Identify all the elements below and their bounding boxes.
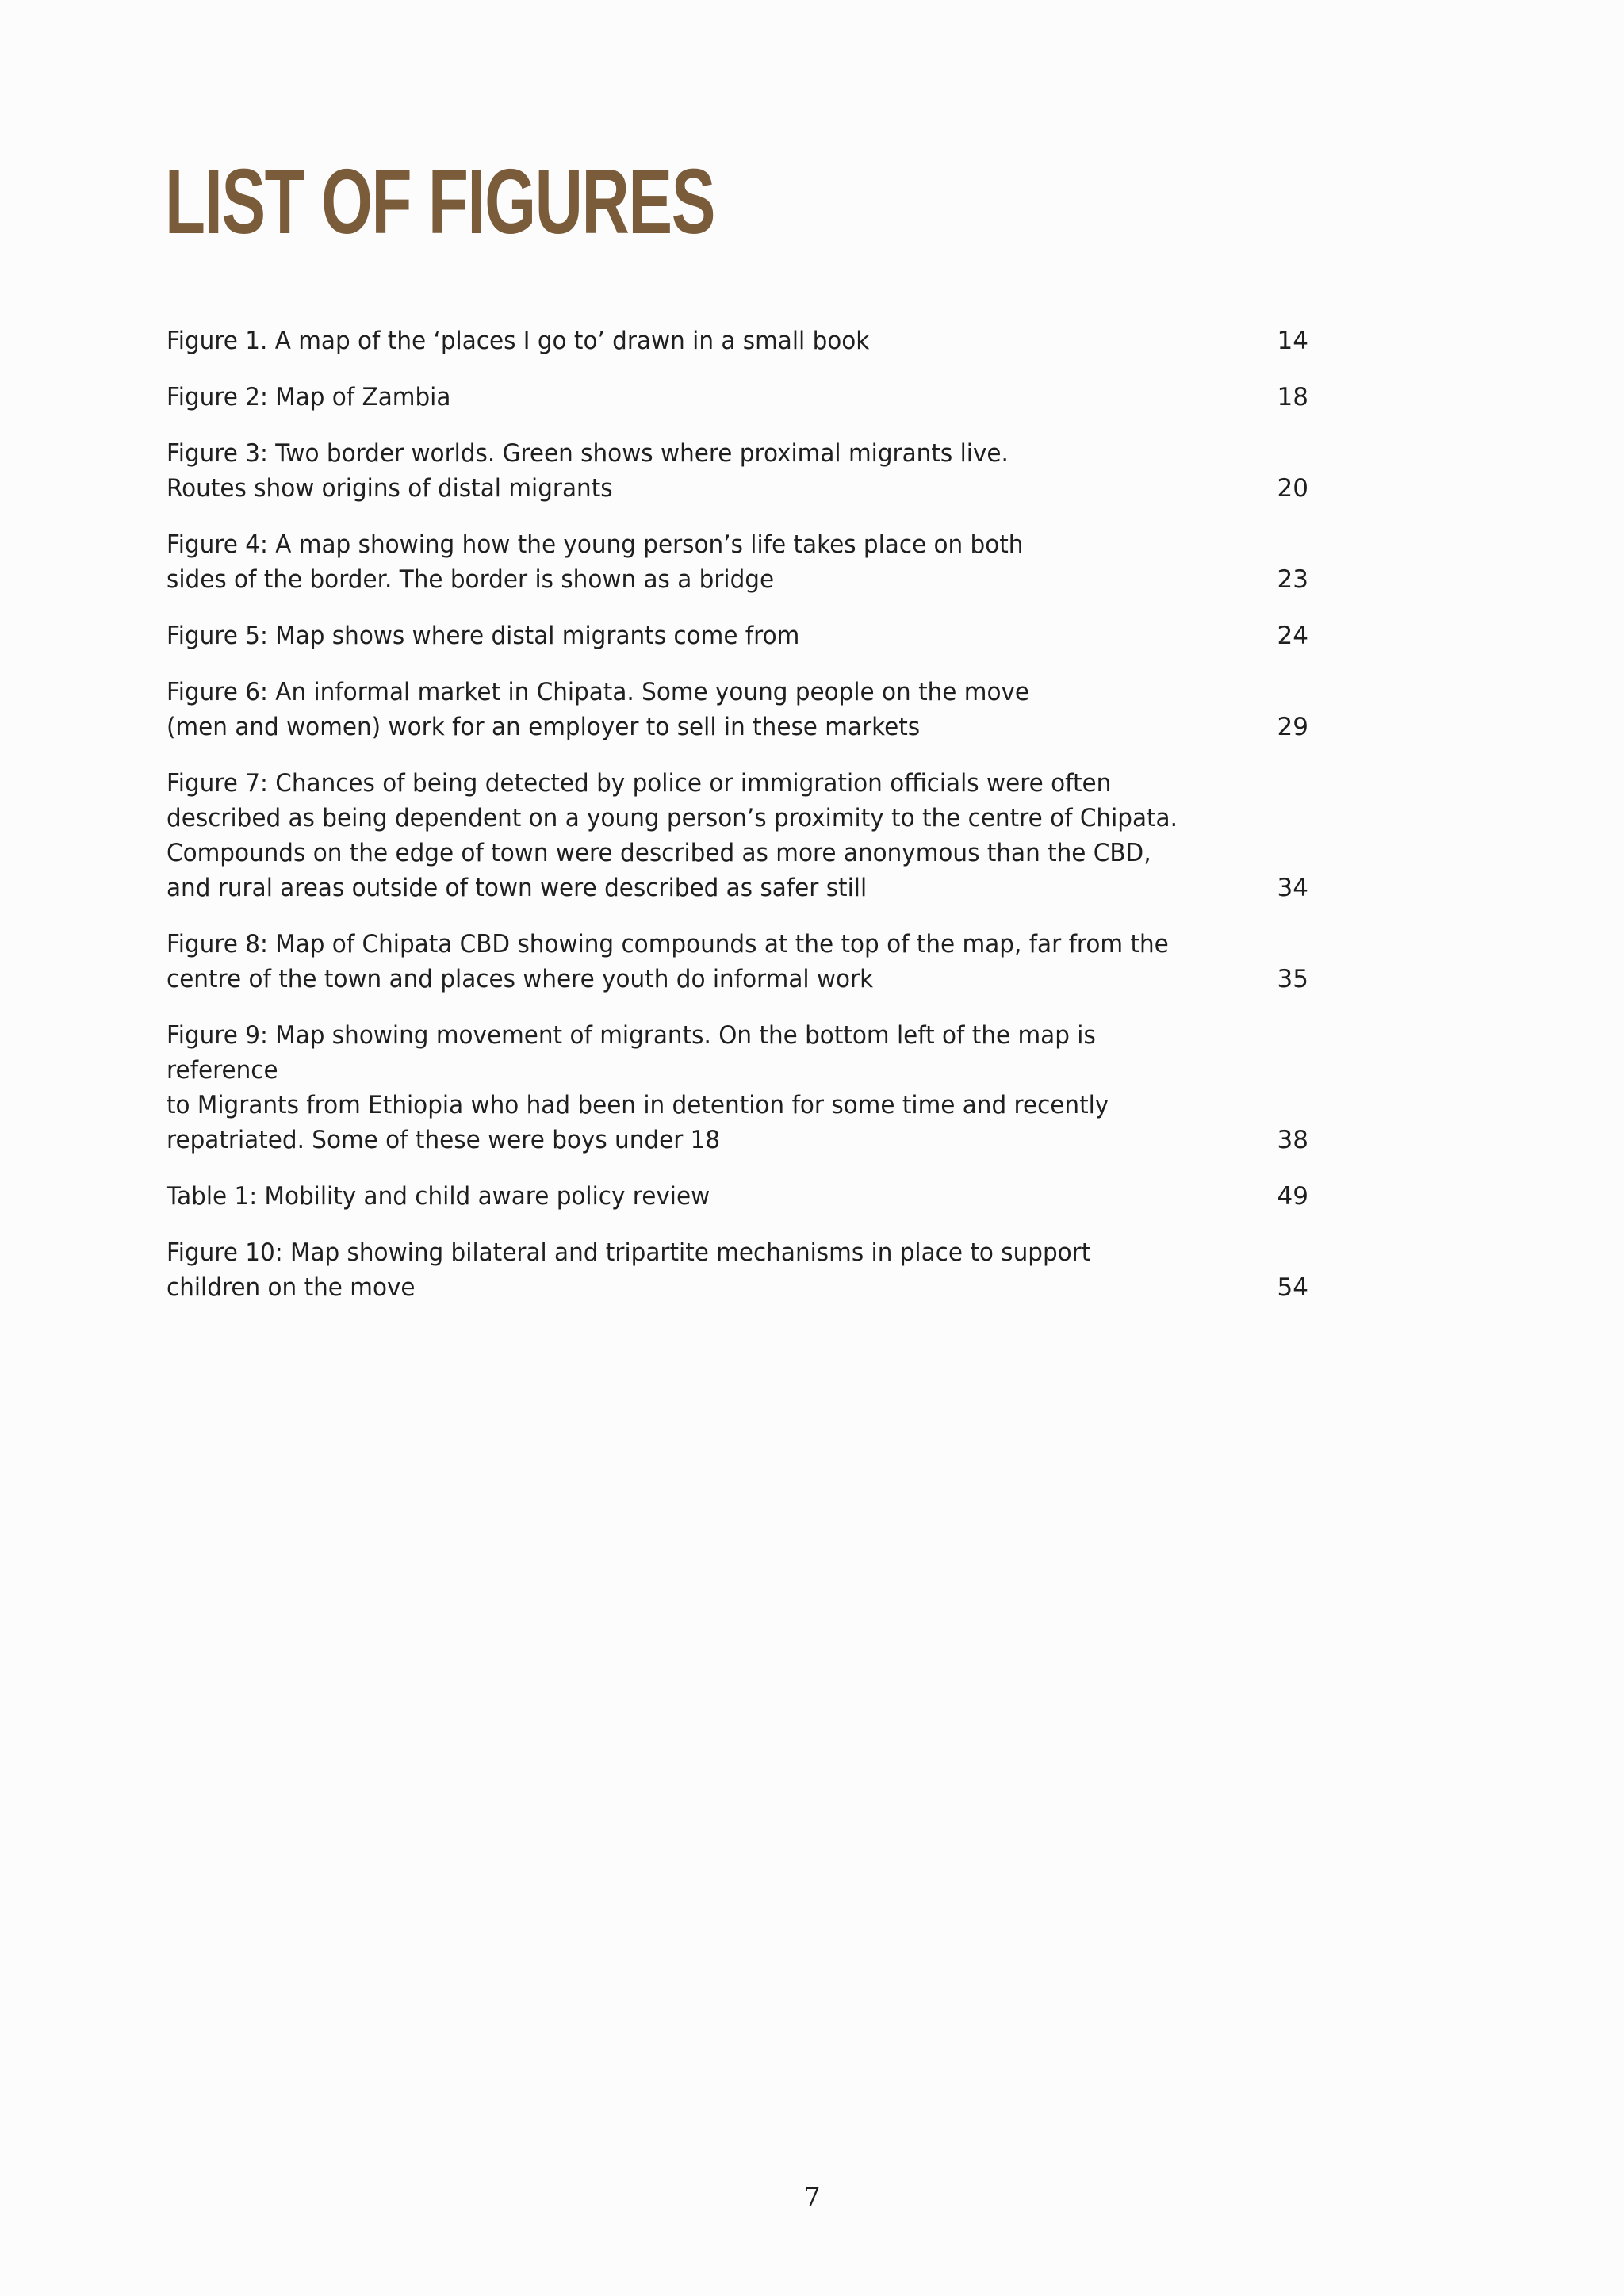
list-item[interactable]	[167, 766, 1308, 905]
page-number: 7	[803, 2182, 821, 2214]
list-item[interactable]	[167, 436, 1308, 506]
entry-caption: Figure 5: Map shows where distal migrants come from	[167, 622, 800, 650]
entry-page-number: 18	[1277, 383, 1308, 411]
entry-page-number: 35	[1277, 965, 1308, 993]
entry-page-number: 29	[1277, 713, 1308, 741]
entry-page-number: 49	[1277, 1182, 1308, 1211]
entry-page-number: 54	[1277, 1273, 1308, 1302]
entry-caption: Table 1: Mobility and child aware policy review	[167, 1182, 710, 1211]
entry-caption: Figure 9: Map showing movement of migrants. On the bottom left of the map is reference to Migrants from Ethiopia who had been in detention for some time and recently repatriated. Some of these were boys under 18	[167, 1021, 1109, 1154]
list-item[interactable]	[167, 380, 1308, 415]
figures-list	[167, 323, 1308, 1326]
entry-caption: Figure 8: Map of Chipata CBD showing compounds at the top of the map, far from the centre of the town and places where youth do informal work	[167, 930, 1169, 993]
entry-page-number: 20	[1277, 474, 1308, 503]
list-item[interactable]	[167, 527, 1308, 597]
page-title: LIST OF FIGURES	[165, 150, 714, 253]
entry-caption: Figure 1. A map of the ‘places I go to’ drawn in a small book	[167, 327, 870, 355]
entry-page-number: 38	[1277, 1126, 1308, 1154]
list-item[interactable]	[167, 675, 1308, 744]
entry-caption: Figure 2: Map of Zambia	[167, 383, 451, 411]
entry-caption: Figure 3: Two border worlds. Green shows where proximal migrants live. Routes show origins of distal migrants	[167, 439, 1009, 503]
entry-caption: Figure 6: An informal market in Chipata. Some young people on the move (men and women) work for an employer to sell in these markets	[167, 678, 1030, 741]
entry-caption: Figure 7: Chances of being detected by police or immigration officials were often described as being dependent on a young person’s proximity to the centre of Chipata. Compounds on the edge of town were described as more anonymous than the CBD, and rural areas outside of town were described as safer still	[167, 769, 1178, 902]
list-item[interactable]	[167, 1018, 1308, 1158]
entry-caption: Figure 4: A map showing how the young person’s life takes place on both sides of the border. The border is shown as a bridge	[167, 530, 1024, 594]
list-item[interactable]	[167, 927, 1308, 997]
list-item[interactable]	[167, 618, 1308, 653]
entry-caption: Figure 10: Map showing bilateral and tripartite mechanisms in place to support children on the move	[167, 1238, 1091, 1302]
entry-page-number: 34	[1277, 874, 1308, 902]
entry-page-number: 14	[1277, 327, 1308, 355]
list-item[interactable]	[167, 1179, 1308, 1214]
entry-page-number: 23	[1277, 565, 1308, 594]
entry-page-number: 24	[1277, 622, 1308, 650]
list-item[interactable]	[167, 323, 1308, 358]
list-item[interactable]	[167, 1235, 1308, 1305]
